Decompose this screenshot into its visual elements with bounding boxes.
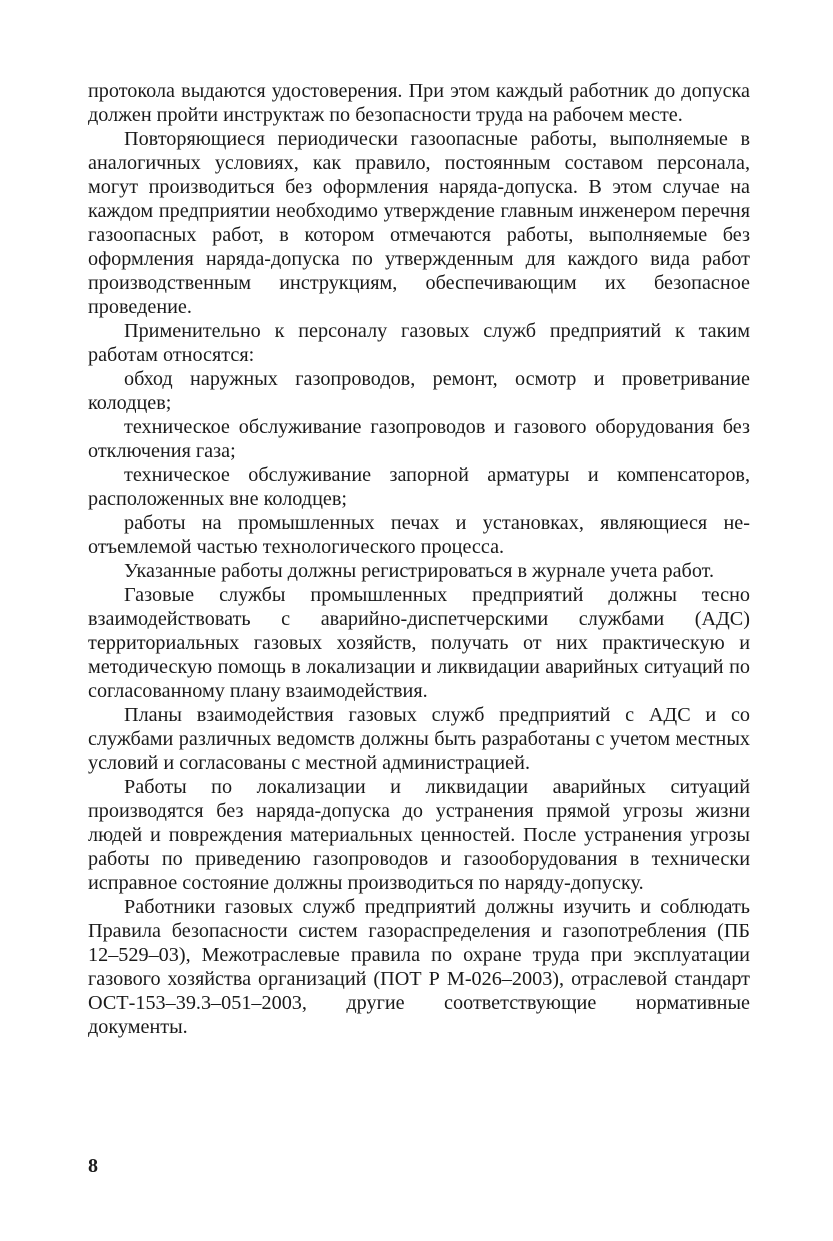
paragraph-regulations: Работники газовых служб предприятий должны изучить и соблюдать Правила безопасности систем газораспределения и газопотребления (ПБ 12–529–03), Межотраслевые правила по охране труда при эксплуатации газового хозяйства организаций (ПОТ Р М-026–2003), отраслевой стандарт ОСТ-153–39.3–051–2003, другие соответствующие нормативные документы.	[88, 896, 750, 1038]
paragraph-cooperation-plans: Планы взаимодействия газовых служб предприятий с АДС и со службами различных ведомств должны быть разработаны с учетом местных условий и согласованы с местной администрацией.	[88, 704, 750, 774]
paragraph-continued: протокола выдаются удостоверения. При этом каждый работник до допуска должен пройти инструктаж по безопасности труда на рабочем месте.	[88, 80, 750, 126]
paragraph-ads-cooperation: Газовые службы промышленных предприятий должны тесно взаимодействовать с аварийно-диспетчерскими службами (АДС) территориальных газовых хозяйств, получать от них практическую и методическую помощь в локализации и ликвидации аварийных ситуаций по согласованному плану взаимодействия.	[88, 584, 750, 702]
paragraph-repeated-work: Повторяющиеся периодически газоопасные работы, выполняемые в аналогичных условиях, как правило, постоянным составом персонала, могут производиться без оформления наряда-допуска. В этом случае на каждом предприятии необходимо утверждение главным инженером перечня газоопасных работ, в котором отмечаются работы, выполняемые без оформления наряда-допуска по утвержденным для каждого вида работ производственным инструкциям, обеспечивающим их безопасное проведение.	[88, 128, 750, 318]
paragraph-emergency-work: Работы по локализации и ликвидации аварийных ситуаций производятся без наряда-допуска до устранения прямой угрозы жизни людей и повреждения материальных ценностей. После устранения угрозы работы по приведению газопроводов и газооборудования в технически исправное состояние должны производиться по наряду-допуску.	[88, 776, 750, 894]
paragraph-work-list-intro: Применительно к персоналу газовых служб предприятий к таким работам относятся:	[88, 320, 750, 366]
list-item-valve-maintenance: техническое обслуживание запорной арматуры и компенсаторов, расположенных вне колодцев;	[88, 464, 750, 510]
page-number: 8	[88, 1155, 98, 1177]
list-item-pipeline-maintenance: техническое обслуживание газопроводов и газового оборудования без отключения газа;	[88, 416, 750, 462]
list-item-pipeline-inspection: обход наружных газопроводов, ремонт, осмотр и проветривание колодцев;	[88, 368, 750, 414]
paragraph-registration: Указанные работы должны регистрироваться в журнале учета работ.	[124, 560, 715, 582]
page-body	[88, 79, 750, 1039]
list-item-furnace-work: работы на промышленных печах и установках, являющиеся неотъемлемой частью технологического процесса.	[88, 512, 750, 558]
